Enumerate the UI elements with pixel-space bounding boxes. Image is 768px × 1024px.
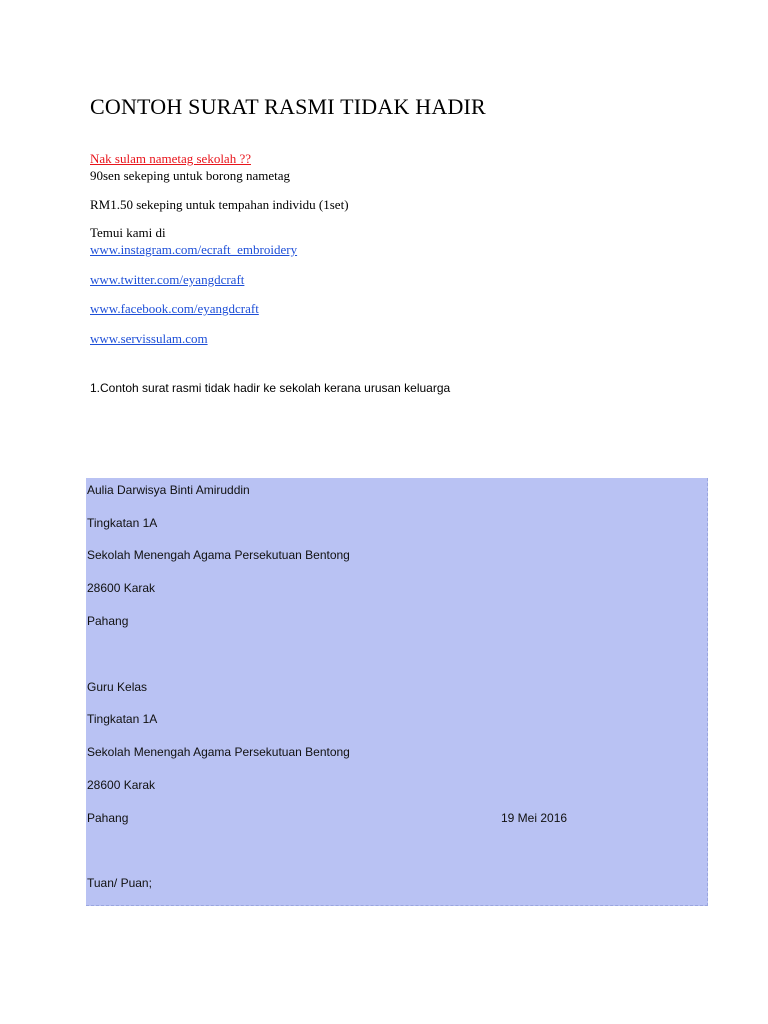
sender-postcode-city: 28600 Karak — [87, 581, 156, 595]
sender-name: Aulia Darwisya Binti Amiruddin — [87, 483, 250, 497]
section-heading: 1.Contoh surat rasmi tidak hadir ke sekolah kerana urusan keluarga — [90, 381, 451, 395]
sender-state: Pahang — [87, 614, 129, 628]
twitter-link[interactable]: www.twitter.com/eyangdcraft — [90, 272, 245, 287]
servissulam-link[interactable]: www.servissulam.com — [90, 331, 208, 346]
promo-find-us: Temui kami di — [90, 225, 166, 240]
promo-headline: Nak sulam nametag sekolah ?? — [90, 151, 251, 166]
recipient-postcode-city: 28600 Karak — [87, 778, 156, 792]
letter-block — [86, 478, 708, 906]
salutation: Tuan/ Puan; — [87, 876, 152, 890]
sender-class: Tingkatan 1A — [87, 516, 158, 530]
recipient-state: Pahang — [87, 811, 129, 825]
sender-school: Sekolah Menengah Agama Persekutuan Bentong — [87, 548, 350, 562]
promo-price-bulk: 90sen sekeping untuk borong nametag — [90, 168, 291, 183]
promo-price-individual: RM1.50 sekeping untuk tempahan individu (1set) — [90, 197, 349, 212]
page-title: CONTOH SURAT RASMI TIDAK HADIR — [90, 94, 486, 119]
instagram-link[interactable]: www.instagram.com/ecraft_embroidery — [90, 242, 298, 257]
facebook-link[interactable]: www.facebook.com/eyangdcraft — [90, 301, 259, 316]
recipient-name: Guru Kelas — [87, 680, 148, 694]
recipient-class: Tingkatan 1A — [87, 712, 158, 726]
letter-date: 19 Mei 2016 — [501, 811, 568, 825]
recipient-school: Sekolah Menengah Agama Persekutuan Bentong — [87, 745, 350, 759]
